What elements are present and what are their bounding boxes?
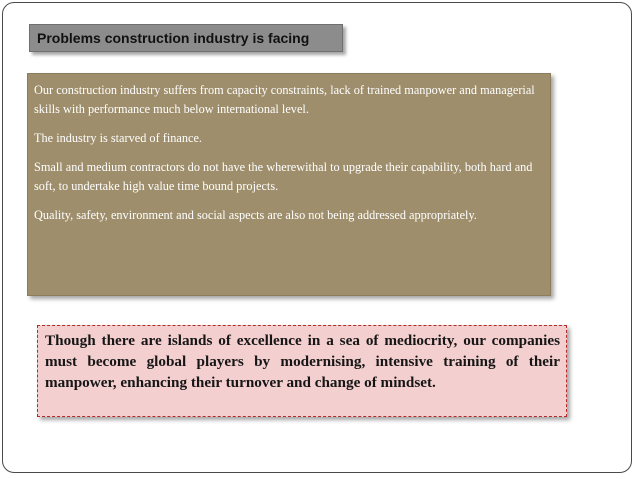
slide-title: Problems construction industry is facing	[37, 30, 310, 46]
slide-frame	[2, 2, 632, 473]
paragraph-small-contractors: Small and medium contractors do not have the wherewithal to upgrade their capability, both hard and soft, to undertake high value time bound projects.	[34, 160, 533, 193]
paragraph-capacity-constraints: Our construction industry suffers from capacity constraints, lack of trained manpower and managerial skills with performance much below international level.	[34, 83, 535, 116]
paragraph-finance: The industry is starved of finance.	[34, 131, 203, 145]
problems-text-box	[27, 73, 551, 296]
slide-title-box	[29, 24, 343, 52]
conclusion-callout-text: Though there are islands of excellence in a sea of mediocrity, our companies must become global players by modernising, intensive training of their manpower, enhancing their turnover and change of mindset.	[45, 332, 560, 391]
paragraph-quality-safety: Quality, safety, environment and social aspects are also not being addressed appropriately.	[34, 208, 477, 222]
conclusion-callout-box	[37, 325, 567, 417]
